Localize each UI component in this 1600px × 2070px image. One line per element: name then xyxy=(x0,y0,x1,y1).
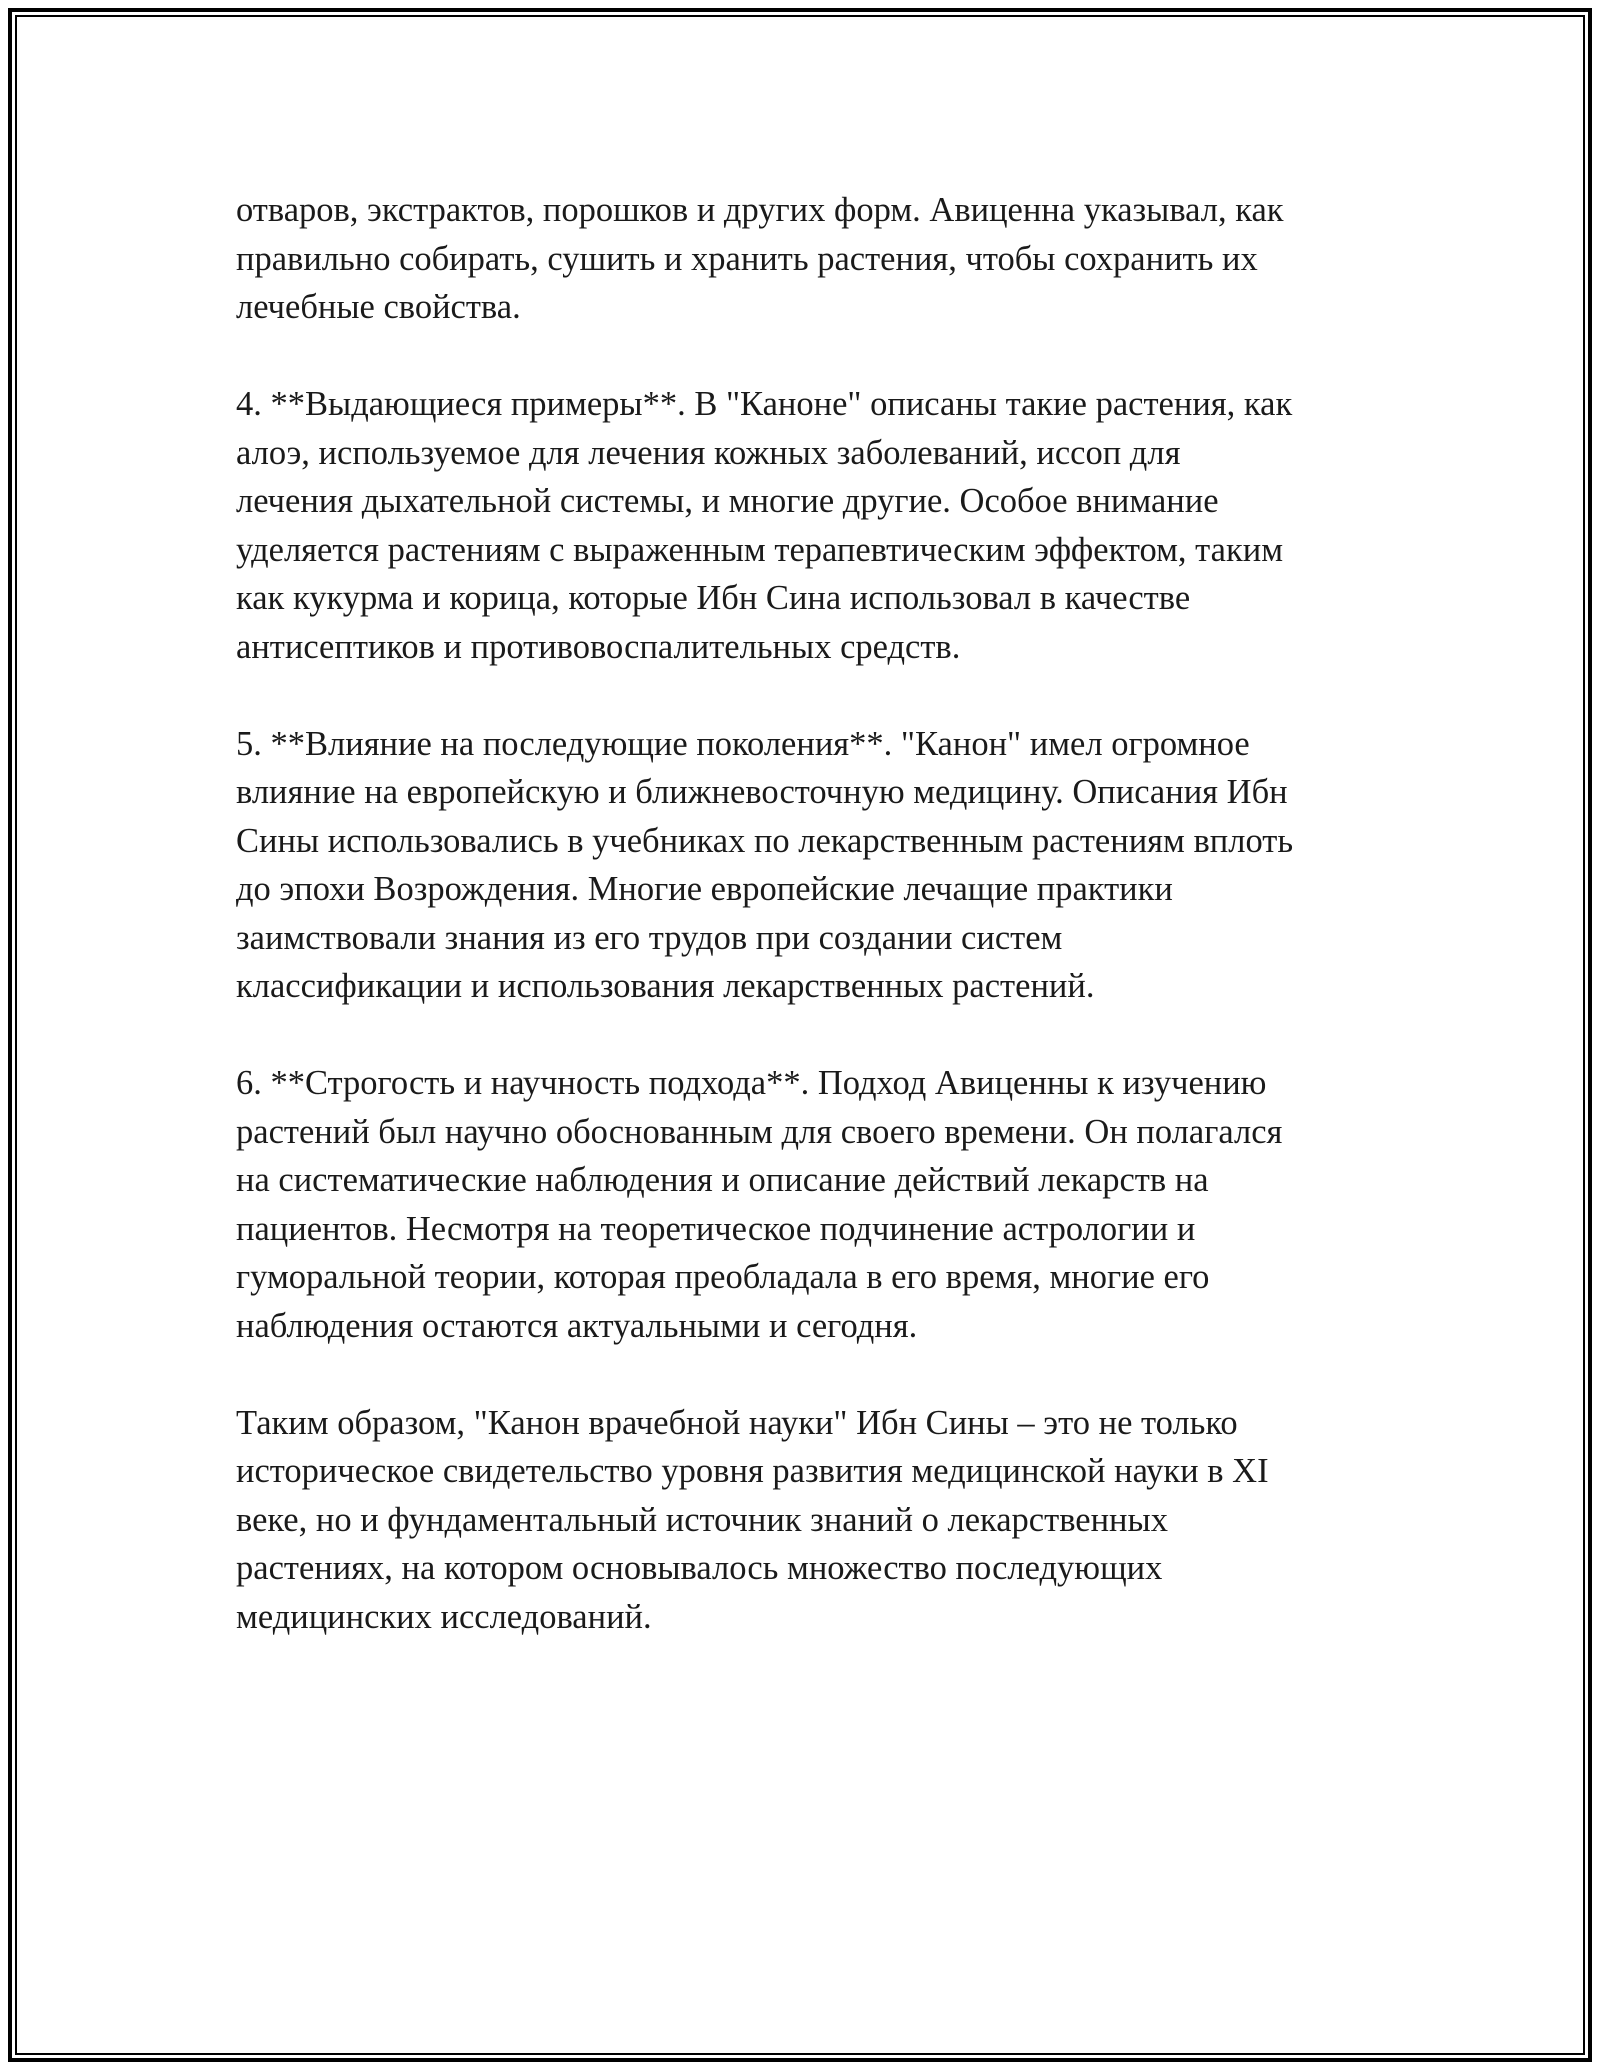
text-line: Сины использовались в учебниках по лекарственным растениям вплоть xyxy=(236,821,1294,860)
text-line: алоэ, используемое для лечения кожных заболеваний, иссоп для xyxy=(236,433,1181,472)
paragraph-point-5 xyxy=(236,720,1366,1011)
text-line: как кукурма и корица, которые Ибн Сина использовал в качестве xyxy=(236,579,1191,617)
text-line: лечения дыхательной системы, и многие другие. Особое внимание xyxy=(236,482,1219,520)
text-line: классификации и использования лекарственных растений. xyxy=(236,967,1095,1005)
text-line: уделяется растениям с выраженным терапевтическим эффектом, таким xyxy=(236,530,1284,569)
paragraph-conclusion xyxy=(236,1399,1366,1642)
text-line: пациентов. Несмотря на теоретическое подчинение астрологии и xyxy=(236,1209,1196,1248)
paragraph-point-4 xyxy=(236,380,1366,671)
text-line: на систематические наблюдения и описание действий лекарств на xyxy=(236,1161,1209,1199)
text-line: лечебные свойства. xyxy=(236,288,521,326)
text-line: веке, но и фундаментальный источник знаний о лекарственных xyxy=(236,1500,1168,1539)
text-line: 5. **Влияние на последующие поколения**. "Канон" имел огромное xyxy=(236,724,1250,763)
text-line: растений был научно обоснованным для своего времени. Он полагался xyxy=(236,1112,1283,1151)
text-line: 4. **Выдающиеся примеры**. В "Каноне" описаны такие растения, как xyxy=(236,385,1293,423)
document-body xyxy=(236,186,1366,1690)
text-line: заимствовали знания из его трудов при создании систем xyxy=(236,918,1063,957)
text-line: медицинских исследований. xyxy=(236,1597,652,1636)
text-line: растениях, на котором основывалось множество последующих xyxy=(236,1549,1163,1587)
text-line: правильно собирать, сушить и хранить растения, чтобы сохранить их xyxy=(236,239,1258,278)
text-line: историческое свидетельство уровня развития медицинской науки в XI xyxy=(236,1452,1269,1490)
text-line: 6. **Строгость и научность подхода**. Подход Авиценны к изучению xyxy=(236,1064,1267,1102)
text-line: до эпохи Возрождения. Многие европейские лечащие практики xyxy=(236,870,1173,908)
text-line: гуморальной теории, которая преобладала в его время, многие его xyxy=(236,1258,1210,1296)
text-line: наблюдения остаются актуальными и сегодня. xyxy=(236,1306,918,1345)
text-line: отваров, экстрактов, порошков и других форм. Авиценна указывал, как xyxy=(236,191,1284,229)
text-line: Таким образом, "Канон врачебной науки" Ибн Сины – это не только xyxy=(236,1403,1238,1442)
paragraph-point-6 xyxy=(236,1059,1366,1350)
text-line: антисептиков и противовоспалительных средств. xyxy=(236,627,961,666)
text-line: влияние на европейскую и ближневосточную медицину. Описания Ибн xyxy=(236,773,1288,811)
paragraph-intro-continuation xyxy=(236,186,1366,332)
